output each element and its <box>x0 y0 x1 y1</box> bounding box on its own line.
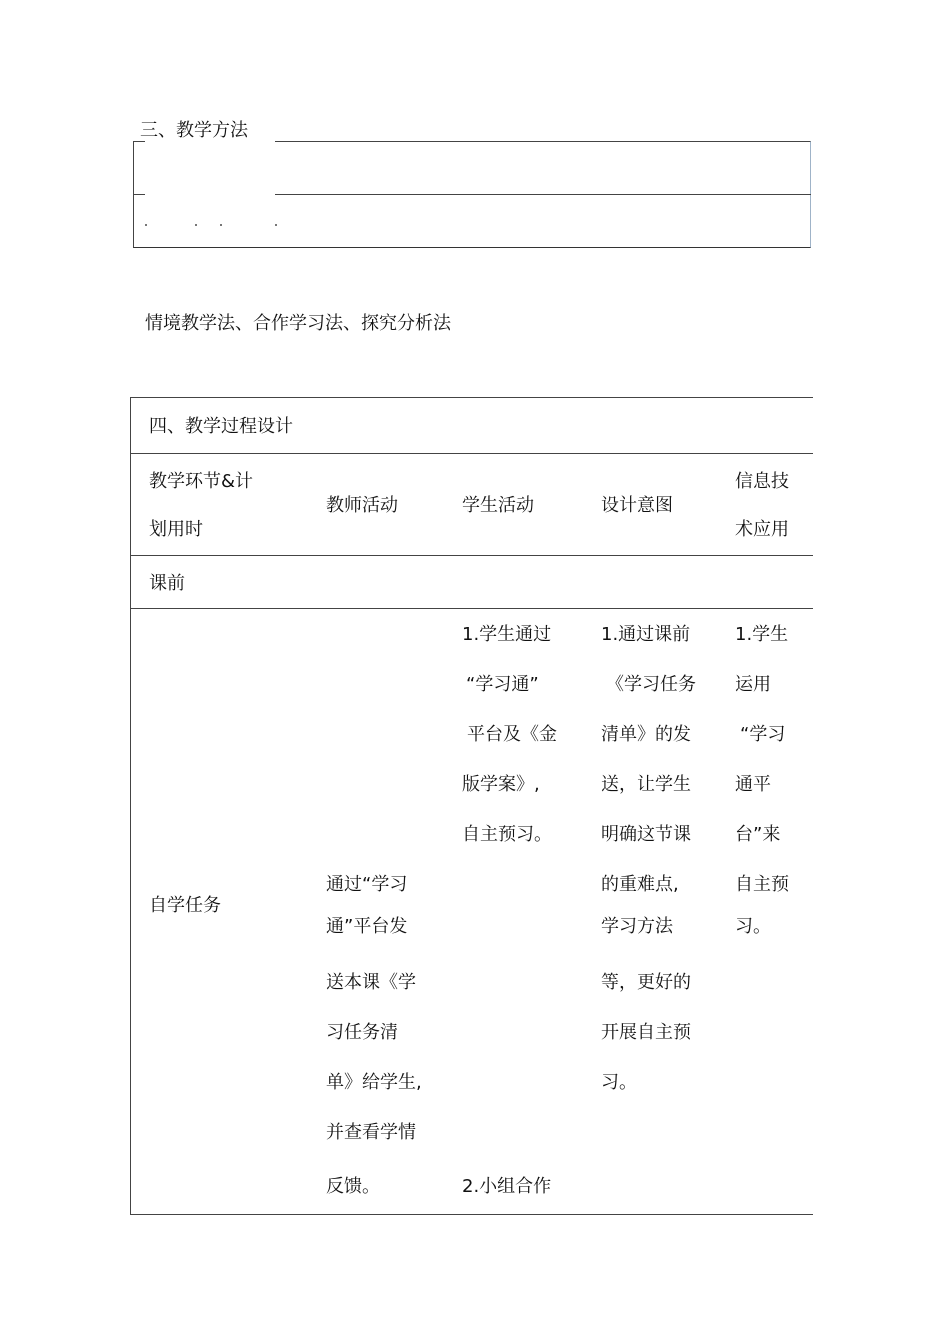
col-header-student: 学生活动 <box>462 495 534 516</box>
section-4-heading: 四、教学过程设计 <box>149 416 293 437</box>
tech-usage-line: “学习 <box>740 724 786 745</box>
tech-usage-line: 自主预 <box>735 874 789 895</box>
phase-label: 课前 <box>149 573 185 594</box>
row-stage: 自学任务 <box>149 895 221 916</box>
table-border-bottom <box>130 1214 813 1215</box>
student-activity-line: 版学案》, <box>462 774 540 795</box>
student-activity-line: 1.学生通过 <box>462 624 552 645</box>
table-border-left <box>130 397 131 1214</box>
teacher-activity-line: 反馈。 <box>326 1176 380 1197</box>
teacher-activity-line: 通”平台发 <box>326 916 408 937</box>
design-intent-line: 等，更好的 <box>601 972 691 993</box>
col-header-stage-line1: 教学环节&计 <box>149 471 254 492</box>
section-3-heading: 三、教学方法 <box>140 120 248 141</box>
design-intent-line: 开展自主预 <box>601 1022 691 1043</box>
design-intent-line: 明确这节课 <box>601 824 691 845</box>
design-intent-line: 习。 <box>601 1072 637 1093</box>
tech-usage-line: 1.学生 <box>735 624 789 645</box>
tech-usage-line: 通平 <box>735 774 771 795</box>
design-intent-line: 清单》的发 <box>601 724 691 745</box>
design-intent-line: 1.通过课前 <box>601 624 691 645</box>
design-intent-line: 的重难点, <box>601 874 679 895</box>
design-intent-line: 送，让学生 <box>601 774 691 795</box>
tech-usage-line: 运用 <box>735 674 771 695</box>
table-border-top <box>130 397 813 398</box>
col-header-stage-line2: 划用时 <box>149 519 203 540</box>
teacher-activity-line: 习任务清 <box>326 1022 398 1043</box>
table-rule <box>130 608 813 609</box>
col-header-tech-line1: 信息技 <box>735 471 789 492</box>
design-intent-line: 《学习任务 <box>606 674 696 695</box>
teacher-activity-line: 并查看学情 <box>326 1122 416 1143</box>
student-activity-line: 自主预习。 <box>462 824 552 845</box>
table-rule <box>130 555 813 556</box>
teaching-methods: 情境教学法、合作学习法、探究分析法 <box>145 313 451 334</box>
student-activity-line: 平台及《金 <box>467 724 557 745</box>
teacher-activity-line: 单》给学生, <box>326 1072 422 1093</box>
design-intent-line: 学习方法 <box>601 916 673 937</box>
col-header-tech-line2: 术应用 <box>735 519 789 540</box>
teacher-activity-line: 通过“学习 <box>326 874 408 895</box>
scan-specks <box>145 224 285 228</box>
student-activity-line: “学习通” <box>466 674 539 695</box>
col-header-teacher: 教师活动 <box>326 495 398 516</box>
student-activity-line: 2.小组合作 <box>462 1176 552 1197</box>
col-header-design: 设计意图 <box>601 495 673 516</box>
table-rule <box>130 453 813 454</box>
tech-usage-line: 台”来 <box>735 824 781 845</box>
teacher-activity-line: 送本课《学 <box>326 972 416 993</box>
tech-usage-line: 习。 <box>735 916 771 937</box>
